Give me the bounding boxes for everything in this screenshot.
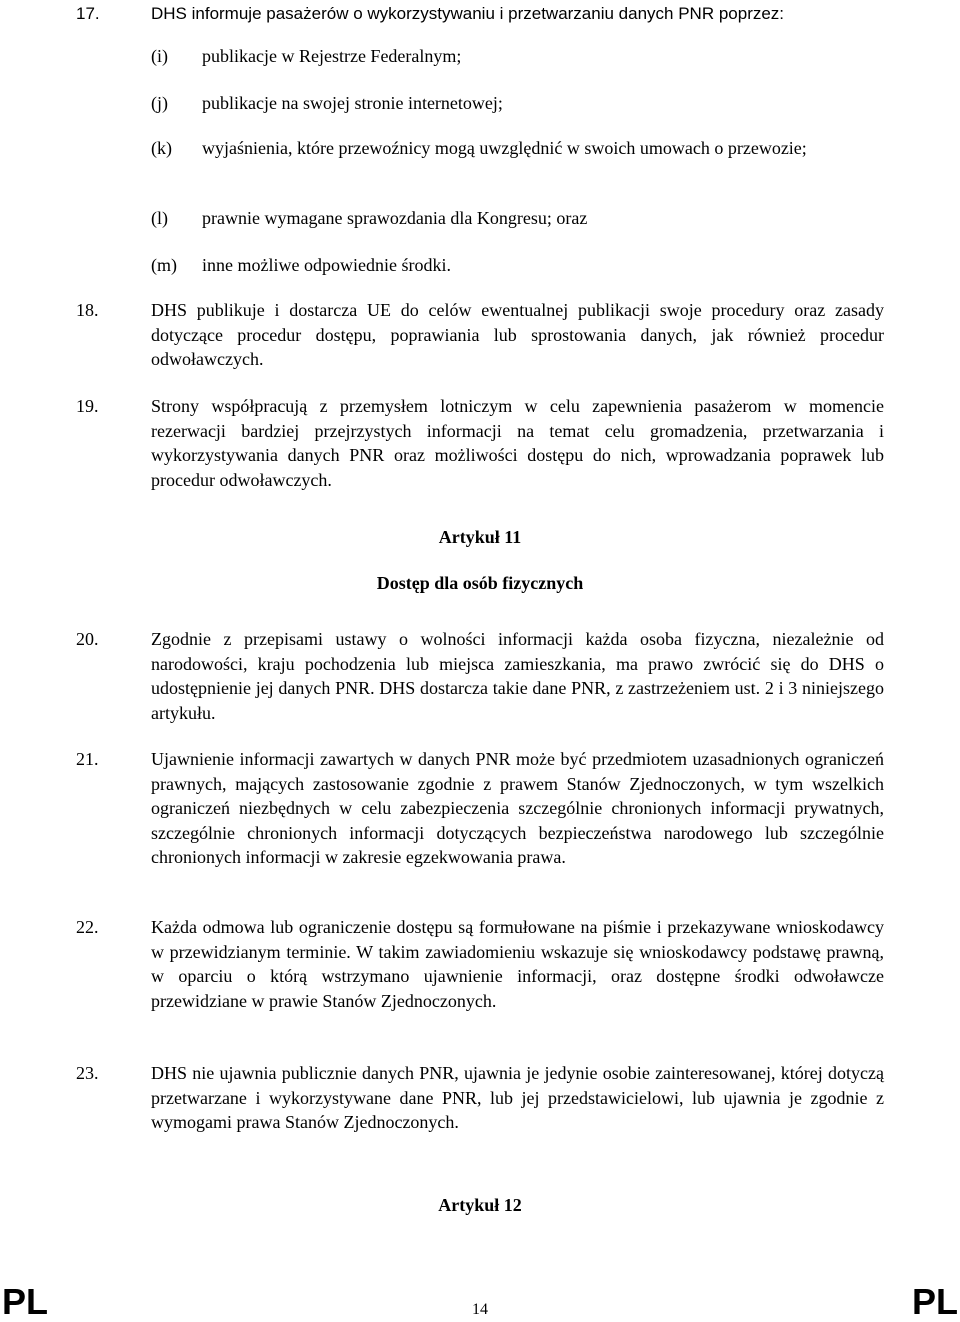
paragraph-text: DHS publikuje i dostarcza UE do celów ewentualnej publikacji swoje procedury oraz zasady dotyczące procedur dostępu, poprawiania lub sprostowania danych, jak również procedur odwoławczych.	[151, 300, 884, 370]
list-item-label: (j)	[151, 93, 168, 113]
article-heading: Artykuł 11	[438, 527, 522, 547]
article-heading: Artykuł 12	[438, 1195, 522, 1215]
paragraph-number: 19.	[76, 396, 99, 416]
paragraph-text: DHS nie ujawnia publicznie danych PNR, ujawnia je jedynie osobie zainteresowanej, której dotyczą przetwarzane i wykorzystywane dane PNR, lub jej przedstawicielowi, lub ujawnia je zgodnie z wymogami prawa Stanów Zjednoczonych.	[151, 1063, 884, 1133]
paragraph-number: 17.	[76, 4, 100, 23]
list-item-label: (i)	[151, 46, 168, 66]
list-item-text: inne możliwe odpowiednie środki.	[202, 255, 451, 275]
list-item-label: (m)	[151, 255, 177, 275]
paragraph-number: 20.	[76, 629, 99, 649]
page-number: 14	[472, 1301, 488, 1318]
paragraph-text: DHS informuje pasażerów o wykorzystywaniu i przetwarzaniu danych PNR poprzez:	[151, 4, 785, 23]
list-item-text: publikacje na swojej stronie internetowej;	[202, 93, 503, 113]
language-code-left: PL	[2, 1281, 49, 1322]
paragraph-number: 21.	[76, 749, 99, 769]
paragraph-text: Ujawnienie informacji zawartych w danych PNR może być przedmiotem uzasadnionych ograniczeń prawnych, mających zastosowanie zgodnie z prawem Stanów Zjednoczonych, w tym wszelkich ograniczeń niezbędnych w celu zabezpieczenia szczególnie chronionych informacji prywatnych, szczególnie chronionych informacji dotyczących bezpieczeństwa narodowego lub szczególnie chronionych informacji w zakresie egzekwowania prawa.	[151, 749, 884, 868]
list-item-label: (l)	[151, 208, 168, 228]
list-item-label: (k)	[151, 138, 172, 158]
paragraph-number: 23.	[76, 1063, 99, 1083]
article-subheading: Dostęp dla osób fizycznych	[376, 573, 584, 593]
language-code-right: PL	[911, 1281, 958, 1322]
list-item-text: wyjaśnienia, które przewoźnicy mogą uwzględnić w swoich umowach o przewozie;	[202, 138, 807, 158]
paragraph-text: Każda odmowa lub ograniczenie dostępu są formułowane na piśmie i przekazywane wnioskodawcy w przewidzianym terminie. W takim zawiadomieniu wskazuje się wnioskodawcy podstawę prawną, w oparciu o którą wstrzymano ujawnienie informacji, oraz dostępne środki odwoławcze przewidziane w prawie Stanów Zjednoczonych.	[151, 917, 884, 1011]
list-item-text: publikacje w Rejestrze Federalnym;	[202, 46, 462, 66]
paragraph-text: Strony współpracują z przemysłem lotniczym w celu zapewnienia pasażerom w momencie rezerwacji bardziej przejrzystych informacji na temat celu gromadzenia, przetwarzania i wykorzystywania danych PNR oraz możliwości dostępu do nich, wprowadzania poprawek lub procedur odwoławczych.	[151, 396, 884, 490]
paragraph-text: Zgodnie z przepisami ustawy o wolności informacji każda osoba fizyczna, niezależnie od narodowości, kraju pochodzenia lub miejsca zamieszkania, ma prawo zwrócić się do DHS o udostępnienie jej danych PNR. DHS dostarcza takie dane PNR, z zastrzeżeniem ust. 2 i 3 niniejszego artykułu.	[151, 629, 884, 723]
list-item-text: prawnie wymagane sprawozdania dla Kongresu; oraz	[202, 208, 588, 228]
paragraph-number: 18.	[76, 300, 99, 320]
paragraph-number: 22.	[76, 917, 99, 937]
